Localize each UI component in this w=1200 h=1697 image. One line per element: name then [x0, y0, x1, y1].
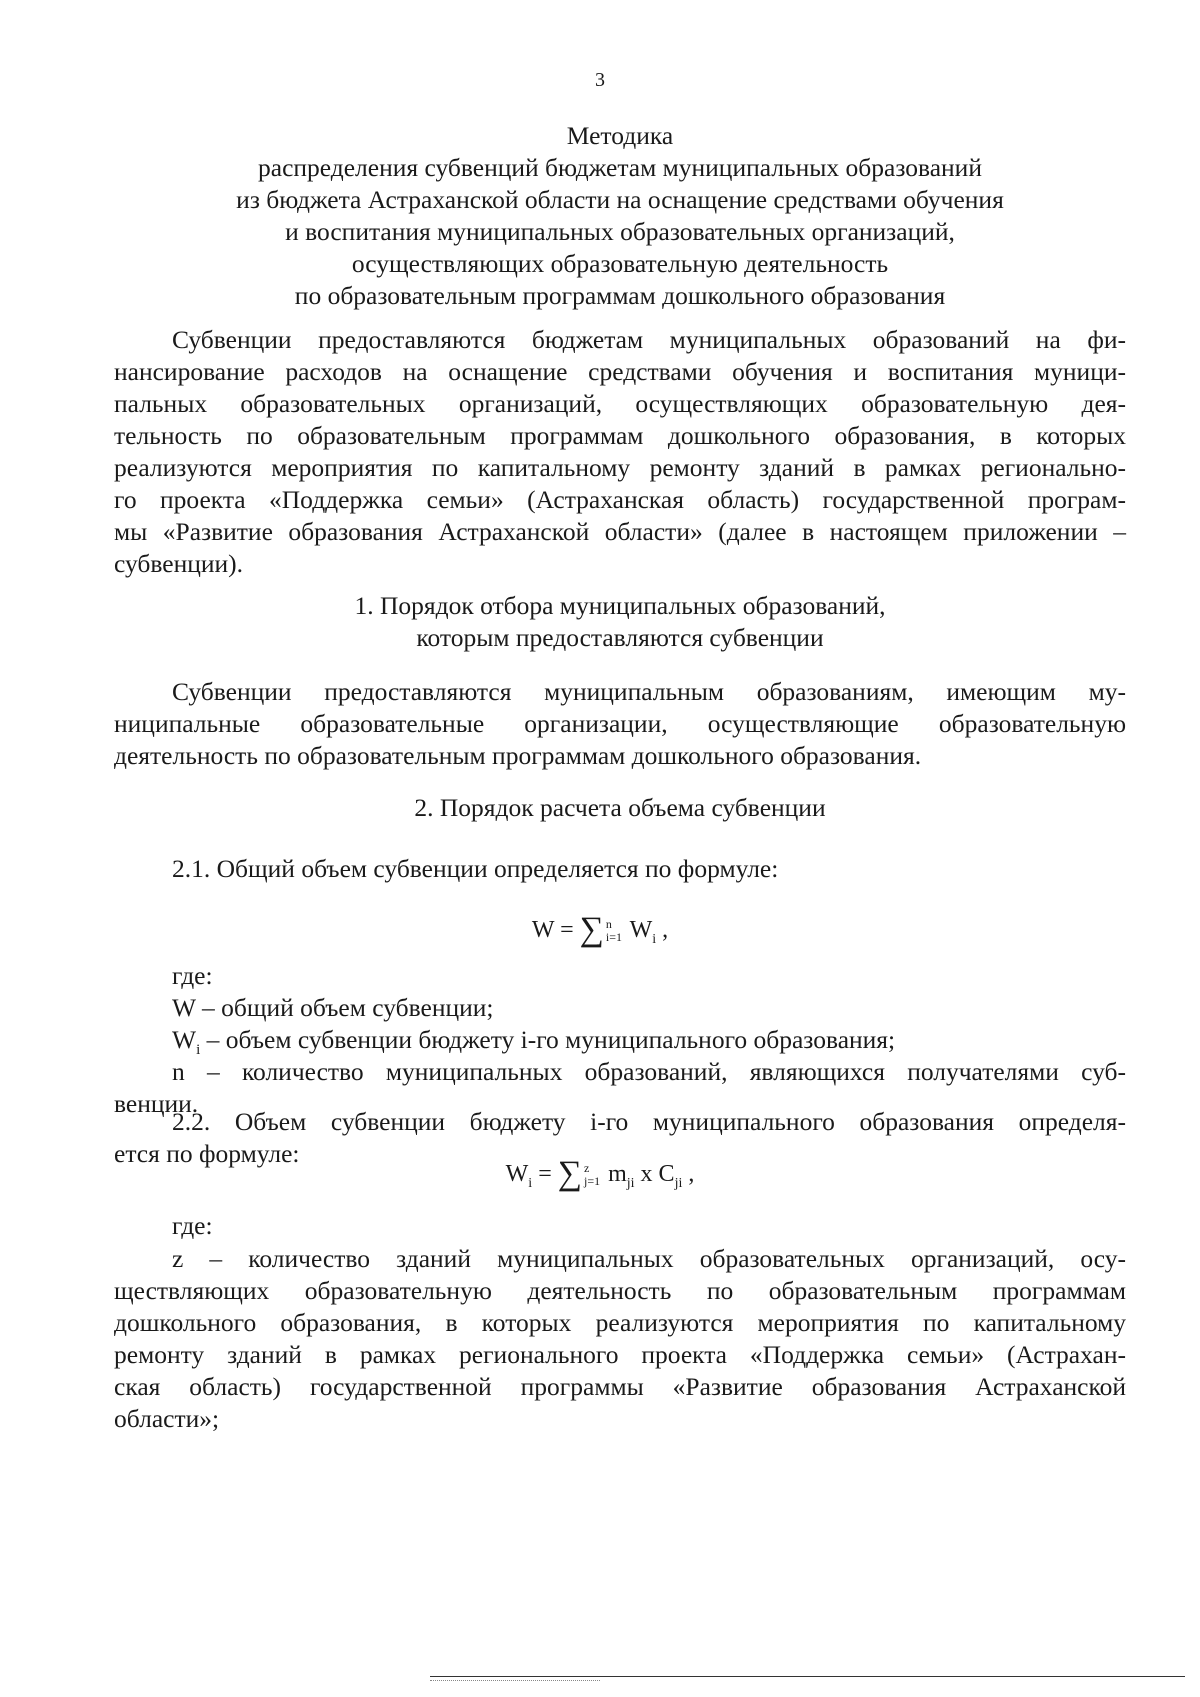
title-line: по образовательным программам дошкольного образования	[294, 281, 946, 310]
def-wi-sub: i	[196, 1042, 201, 1059]
formula-m-sub: ji	[626, 1175, 635, 1191]
text-line: деятельность по образовательным программам дошкольного образования.	[114, 741, 922, 770]
title-line: осуществляющих образовательную деятельность	[351, 249, 889, 278]
sum-lower: i=1	[605, 930, 622, 945]
sum-upper: z	[583, 1161, 590, 1176]
formula-lhs-sub: i	[528, 1175, 533, 1191]
section1-heading	[114, 590, 1126, 654]
formula-total	[0, 911, 1200, 956]
text-line: го проекта «Поддержка семьи» (Астраханская область) государственной програм-	[114, 485, 1126, 514]
text-line: мы «Развитие образования Астраханской области» (далее в настоящем приложении –	[114, 517, 1126, 546]
definition-z	[114, 1243, 1126, 1435]
formula-tail: ,	[688, 1161, 695, 1187]
footer-rule	[430, 1676, 1185, 1677]
text-line: тельность по образовательным программам дошкольного образования, в которых	[114, 421, 1126, 450]
footer-rule-dotted	[430, 1680, 600, 1681]
text-line: пальных образовательных организаций, осуществляющих образовательную дея-	[114, 389, 1126, 418]
document-title	[100, 120, 1140, 312]
sum-lower: j=1	[583, 1174, 601, 1189]
definitions-1	[114, 960, 1126, 1066]
sigma-symbol: ∑	[579, 911, 604, 948]
sigma-symbol: ∑	[557, 1155, 582, 1192]
text-line: дошкольного образования, в которых реализуются мероприятия по капитальному	[114, 1308, 1126, 1337]
formula-c: C	[658, 1161, 675, 1187]
formula-times: x	[640, 1161, 653, 1187]
def-wi-text: – объем субвенции бюджету i-го муниципального образования;	[200, 1025, 896, 1054]
formula-c-sub: ji	[674, 1175, 683, 1191]
text-line: нансирование расходов на оснащение средствами обучения и воспитания муници-	[114, 357, 1126, 386]
text-line: ниципальные образовательные организации, осуществляющие образовательную	[114, 709, 1126, 738]
text-line: n – количество муниципальных образований, являющихся получателями суб-	[172, 1057, 1126, 1086]
text-line: ществляющих образовательную деятельность по образовательным программам	[114, 1276, 1126, 1305]
text-line: реализуются мероприятия по капитальному ремонту зданий в рамках регионально-	[114, 453, 1126, 482]
text-line: ремонту зданий в рамках регионального проекта «Поддержка семьи» (Астрахан-	[114, 1340, 1126, 1369]
formula-municipal	[0, 1155, 1200, 1200]
page-number: 3	[595, 69, 605, 91]
sum-limits	[584, 1162, 600, 1188]
formula-term: W	[629, 917, 653, 943]
where-label: где:	[172, 1211, 213, 1240]
text-line: венции.	[114, 1089, 199, 1118]
text-line: ская область) государственной программы «Развитие образования Астраханской	[114, 1372, 1126, 1401]
paragraph-2-1	[114, 853, 1126, 885]
section2-heading	[114, 792, 1126, 824]
heading-line: 2. Порядок расчета объема субвенции	[414, 793, 826, 822]
def-wi-symbol: W	[172, 1025, 197, 1054]
heading-line: которым предоставляются субвенции	[416, 623, 824, 652]
formula-m: m	[608, 1161, 627, 1187]
text-line: субвенции).	[114, 549, 244, 578]
formula-tail: ,	[662, 917, 669, 943]
section1-paragraph	[114, 676, 1126, 772]
heading-line: 1. Порядок отбора муниципальных образований,	[354, 591, 886, 620]
title-line: распределения субвенций бюджетам муниципальных образований	[258, 153, 982, 182]
title-line: Методика	[566, 121, 674, 150]
sum-limits	[606, 918, 622, 944]
formula-term-sub: i	[652, 931, 657, 947]
where-2	[114, 1210, 1126, 1242]
where-label: где:	[172, 961, 213, 990]
intro-paragraph	[114, 324, 1126, 580]
text-line: Субвенции предоставляются бюджетам муниципальных образований на фи-	[172, 325, 1126, 354]
title-line: из бюджета Астраханской области на оснащение средствами обучения	[236, 185, 1004, 214]
sum-upper: n	[605, 917, 612, 932]
formula-lhs: W =	[531, 917, 574, 943]
formula-lhs: W	[505, 1161, 529, 1187]
title-line: и воспитания муниципальных образовательных организаций,	[285, 217, 955, 246]
formula-eq: =	[538, 1161, 552, 1187]
text-line: 2.2. Объем субвенции бюджету i-го муниципального образования определя-	[172, 1107, 1126, 1136]
text-line: области»;	[114, 1404, 220, 1433]
text-line: Субвенции предоставляются муниципальным образованиям, имеющим му-	[172, 677, 1126, 706]
text-line: 2.1. Общий объем субвенции определяется по формуле:	[172, 854, 779, 883]
text-line: ется по формуле:	[114, 1139, 300, 1168]
text-line: z – количество зданий муниципальных образовательных организаций, осу-	[172, 1244, 1126, 1273]
def-w: W – общий объем субвенции;	[172, 993, 494, 1022]
